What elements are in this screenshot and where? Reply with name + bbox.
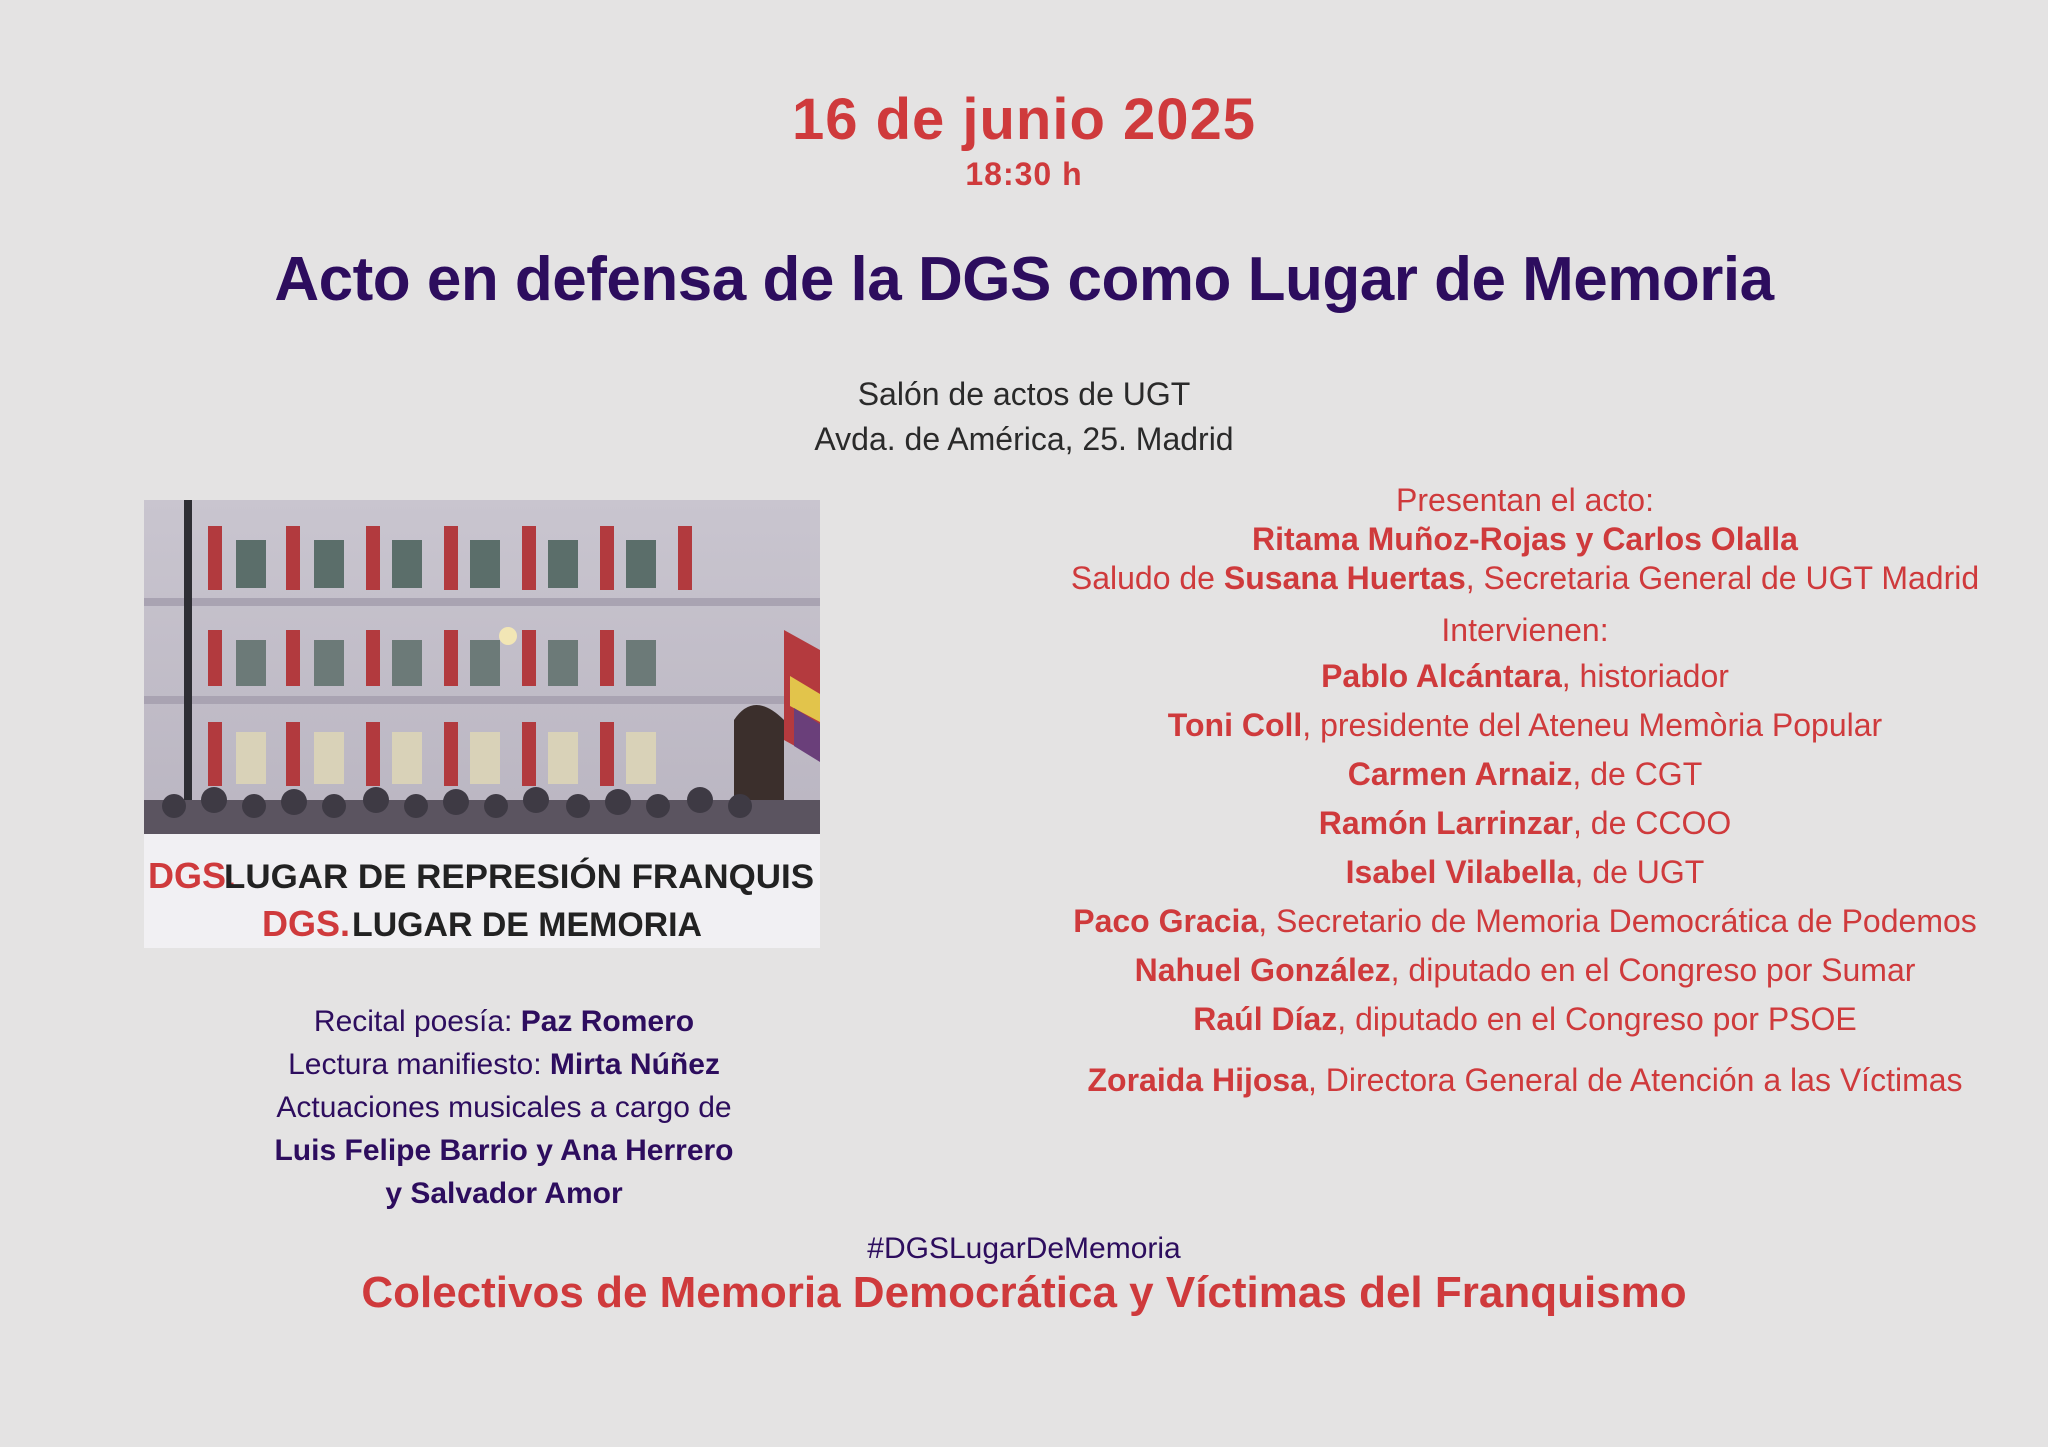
protest-photo bbox=[144, 500, 820, 948]
venue bbox=[0, 372, 2048, 462]
greeting-role: , Secretaria General de UGT Madrid bbox=[1465, 560, 1980, 596]
reading-line bbox=[184, 1043, 824, 1086]
speaker-name: Toni Coll bbox=[1167, 707, 1303, 743]
presenters-names: Ritama Muñoz-Rojas y Carlos Olalla bbox=[1252, 521, 1798, 557]
speaker-name: Carmen Arnaiz bbox=[1347, 756, 1573, 792]
speaker-role: , de CGT bbox=[1572, 756, 1703, 792]
speaker-name: Paco Gracia bbox=[1073, 903, 1259, 939]
speaker-name: Isabel Vilabella bbox=[1345, 854, 1575, 890]
speaker-name: Zoraida Hijosa bbox=[1087, 1062, 1308, 1098]
speaker-role: , de UGT bbox=[1574, 854, 1705, 890]
greeting-name: Susana Huertas bbox=[1223, 560, 1466, 596]
banner-text-1: LUGAR DE REPRESIÓN FRANQUIS bbox=[224, 858, 815, 896]
recital-line bbox=[184, 1000, 824, 1043]
speaker-item bbox=[1040, 701, 2010, 750]
hashtag: #DGSLugarDeMemoria bbox=[867, 1232, 1181, 1265]
speaker-name: Pablo Alcántara bbox=[1321, 658, 1562, 694]
speaker-item bbox=[1040, 1056, 2010, 1105]
speaker-item bbox=[1040, 652, 2010, 701]
greeting-prefix: Saludo de bbox=[1070, 560, 1224, 596]
recital-label: Recital poesía: bbox=[313, 1005, 521, 1038]
music-names-2: y Salvador Amor bbox=[385, 1177, 623, 1210]
speaker-name: Raúl Díaz bbox=[1193, 1001, 1338, 1037]
music-label: Actuaciones musicales a cargo de bbox=[276, 1091, 732, 1124]
reading-label: Lectura manifiesto: bbox=[288, 1048, 550, 1081]
greeting-line bbox=[1040, 558, 2010, 598]
event-title: Acto en defensa de la DGS como Lugar de Memoria bbox=[274, 245, 1774, 314]
event-time: 18:30 h bbox=[965, 156, 1083, 192]
speaker-item bbox=[1040, 995, 2010, 1044]
presenters-heading: Presentan el acto: bbox=[1396, 482, 1654, 518]
speaker-item bbox=[1040, 897, 2010, 946]
organizers: Colectivos de Memoria Democrática y Víctimas del Franquismo bbox=[361, 1268, 1687, 1317]
speaker-item bbox=[1040, 848, 2010, 897]
speaker-role: , historiador bbox=[1561, 658, 1729, 694]
program bbox=[184, 1000, 824, 1215]
speaker-item bbox=[1040, 946, 2010, 995]
speaker-item bbox=[1040, 799, 2010, 848]
venue-address: Avda. de América, 25. Madrid bbox=[814, 421, 1234, 457]
speaker-item bbox=[1040, 750, 2010, 799]
speaker-name: Nahuel González bbox=[1134, 952, 1391, 988]
speakers-block bbox=[1040, 480, 2010, 1105]
banner-text-2: LUGAR DE MEMORIA bbox=[352, 906, 702, 944]
venue-name: Salón de actos de UGT bbox=[857, 376, 1191, 412]
speaker-role: , Secretario de Memoria Democrática de Podemos bbox=[1258, 903, 1977, 939]
banner-prefix-2: DGS. bbox=[262, 903, 351, 944]
speaker-role: , presidente del Ateneu Memòria Popular bbox=[1302, 707, 1883, 743]
speaker-role: , de CCOO bbox=[1573, 805, 1732, 841]
speaker-role: , diputado en el Congreso por Sumar bbox=[1390, 952, 1916, 988]
speaker-role: , diputado en el Congreso por PSOE bbox=[1337, 1001, 1857, 1037]
speaker-role: , Directora General de Atención a las Víctimas bbox=[1307, 1062, 1963, 1098]
speaker-name: Ramón Larrinzar bbox=[1318, 805, 1573, 841]
reading-name: Mirta Núñez bbox=[549, 1048, 720, 1081]
recital-name: Paz Romero bbox=[520, 1005, 695, 1038]
banner-prefix-1: DGS. bbox=[148, 855, 237, 896]
event-date: 16 de junio 2025 bbox=[791, 87, 1257, 152]
speakers-heading: Intervienen: bbox=[1441, 612, 1609, 648]
music-names-1: Luis Felipe Barrio y Ana Herrero bbox=[274, 1134, 734, 1167]
